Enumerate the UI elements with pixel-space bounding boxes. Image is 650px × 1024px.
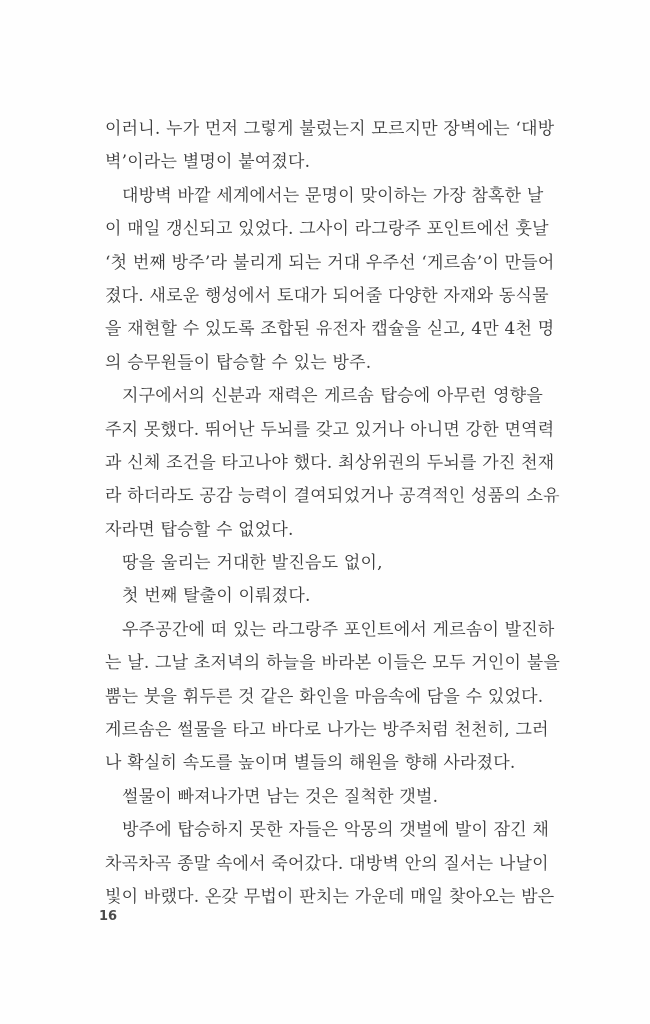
text-line: 땅을 울리는 거대한 발진음도 없이,	[122, 553, 383, 574]
text-line: 의 승무원들이 탑승할 수 있는 방주.	[105, 352, 372, 373]
text-line: 차곡차곡 종말 속에서 죽어갔다. 대방벽 안의 질서는 나날이	[105, 853, 549, 874]
text-line: 우주공간에 떠 있는 라그랑주 포인트에서 게르솜이 발진하	[122, 619, 555, 640]
text-line: 이 매일 갱신되고 있었다. 그사이 라그랑주 포인트에선 훗날	[105, 219, 549, 240]
text-line: ‘첫 번째 방주’라 불리게 되는 거대 우주선 ‘게르솜’이 만들어	[105, 252, 555, 273]
text-line: 나 확실히 속도를 높이며 별들의 해원을 향해 사라졌다.	[105, 753, 516, 774]
text-line: 썰물이 빠져나가면 남는 것은 질척한 갯벌.	[122, 786, 439, 807]
text-line: 대방벽 바깥 세계에서는 문명이 맞이하는 가장 참혹한 날	[122, 185, 544, 206]
text-line: 지구에서의 신분과 재력은 게르솜 탑승에 아무런 영향을	[122, 386, 543, 407]
text-line: 첫 번째 탈출이 이뤄졌다.	[122, 586, 311, 607]
text-line: 을 재현할 수 있도록 조합된 유전자 캡슐을 싣고, 4만 4천 명	[105, 319, 555, 340]
text-line: 는 날. 그날 초저녁의 하늘을 바라본 이들은 모두 거인이 불을	[105, 653, 560, 674]
text-line: 자라면 탑승할 수 없었다.	[105, 519, 294, 540]
text-line: 라 하더라도 공감 능력이 결여되었거나 공격적인 성품의 소유	[105, 486, 560, 507]
text-line: 뿜는 붓을 휘두른 것 같은 화인을 마음속에 담을 수 있었다.	[105, 686, 544, 707]
text-line: 과 신체 조건을 타고나야 했다. 최상위권의 두뇌를 가진 천재	[105, 452, 555, 473]
text-line: 주지 못했다. 뛰어난 두뇌를 갖고 있거나 아니면 강한 면역력	[105, 419, 555, 440]
text-line: 게르솜은 썰물을 타고 바다로 나가는 방주처럼 천천히, 그러	[105, 720, 549, 741]
text-line: 빛이 바랬다. 온갖 무법이 판치는 가운데 매일 찾아오는 밤은	[105, 886, 555, 907]
text-line: 벽’이라는 별명이 붙여졌다.	[105, 152, 311, 173]
text-line: 졌다. 새로운 행성에서 토대가 되어줄 다양한 자재와 동식물	[105, 285, 549, 306]
text-line: 이러니. 누가 먼저 그렇게 불렀는지 모르지만 장벽에는 ‘대방	[105, 119, 555, 139]
body-text	[105, 113, 560, 914]
text-line: 방주에 탑승하지 못한 자들은 악몽의 갯벌에 발이 잠긴 채	[122, 820, 550, 841]
page-number: 16	[99, 909, 118, 924]
